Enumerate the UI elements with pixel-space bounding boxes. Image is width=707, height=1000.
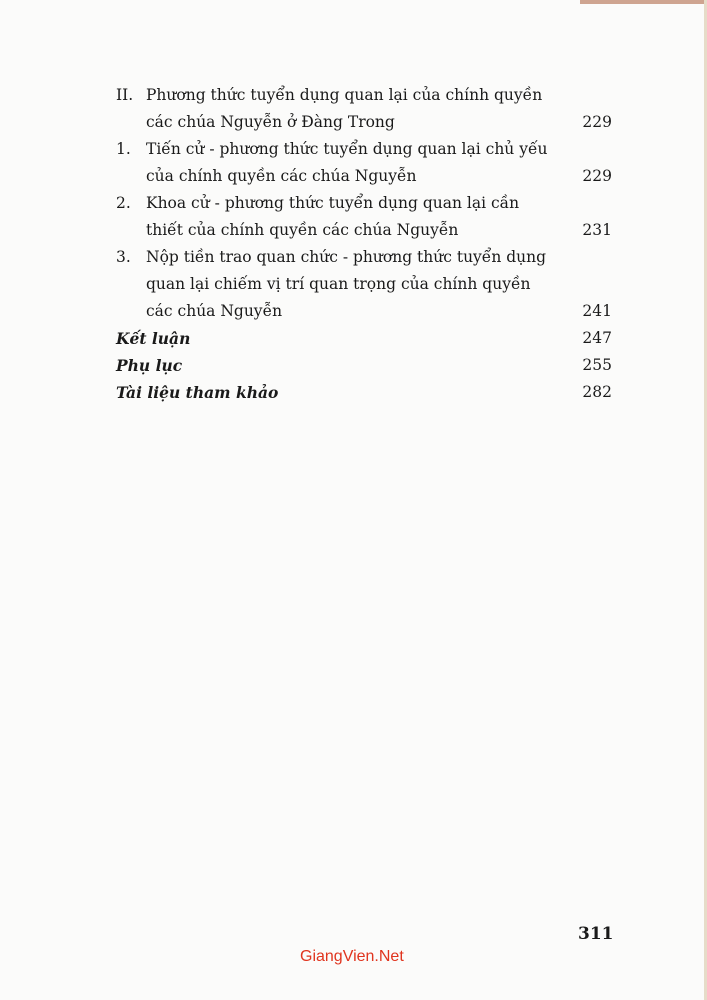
- toc-entry-1: [116, 136, 612, 163]
- toc-entry-3: [116, 244, 612, 271]
- toc-page-number: 229: [582, 167, 612, 185]
- toc-entry-text: Khoa cử - phương thức tuyển dụng quan lại cần: [146, 194, 520, 212]
- toc-entry-1-cont: [116, 163, 612, 190]
- toc-entry-ii-cont: [116, 109, 612, 136]
- toc-entry-number: 1.: [116, 140, 131, 158]
- toc-entry-2: [116, 190, 612, 217]
- table-of-contents: [116, 82, 612, 406]
- toc-page-number: 282: [582, 383, 612, 401]
- toc-entry-text: thiết của chính quyền các chúa Nguyễn: [146, 221, 459, 239]
- toc-entry-3-cont-2: [116, 298, 612, 325]
- toc-entry-2-cont: [116, 217, 612, 244]
- toc-entry-text: Tiến cử - phương thức tuyển dụng quan lại chủ yếu: [146, 140, 548, 158]
- toc-page-number: 229: [582, 113, 612, 131]
- watermark: GiangVien.Net: [300, 948, 404, 965]
- toc-section-phu-luc: [116, 352, 612, 379]
- toc-page-number: 247: [582, 329, 612, 347]
- toc-entry-3-cont-1: [116, 271, 612, 298]
- toc-section-ket-luan: [116, 325, 612, 352]
- page-number: 311: [578, 924, 614, 944]
- toc-entry-text: của chính quyền các chúa Nguyễn: [146, 167, 417, 185]
- toc-entry-number: 3.: [116, 248, 131, 266]
- toc-entry-number: II.: [116, 86, 134, 104]
- toc-page-number: 231: [582, 221, 612, 239]
- toc-section-label: Phụ lục: [116, 356, 183, 375]
- toc-entry-text: Phương thức tuyển dụng quan lại của chính quyền: [146, 86, 543, 104]
- toc-entry-text: Nộp tiền trao quan chức - phương thức tuyển dụng: [146, 248, 547, 266]
- toc-entry-text: quan lại chiếm vị trí quan trọng của chính quyền: [146, 275, 531, 293]
- toc-entry-ii: [116, 82, 612, 109]
- toc-page-number: 241: [582, 302, 612, 320]
- toc-section-tai-lieu: [116, 379, 612, 406]
- toc-entry-text: các chúa Nguyễn: [146, 302, 283, 320]
- toc-entry-number: 2.: [116, 194, 131, 212]
- toc-entry-text: các chúa Nguyễn ở Đàng Trong: [146, 113, 395, 131]
- page-edge-top: [580, 0, 707, 4]
- toc-page-number: 255: [582, 356, 612, 374]
- toc-section-label: Kết luận: [116, 329, 191, 348]
- toc-section-label: Tài liệu tham khảo: [116, 383, 279, 402]
